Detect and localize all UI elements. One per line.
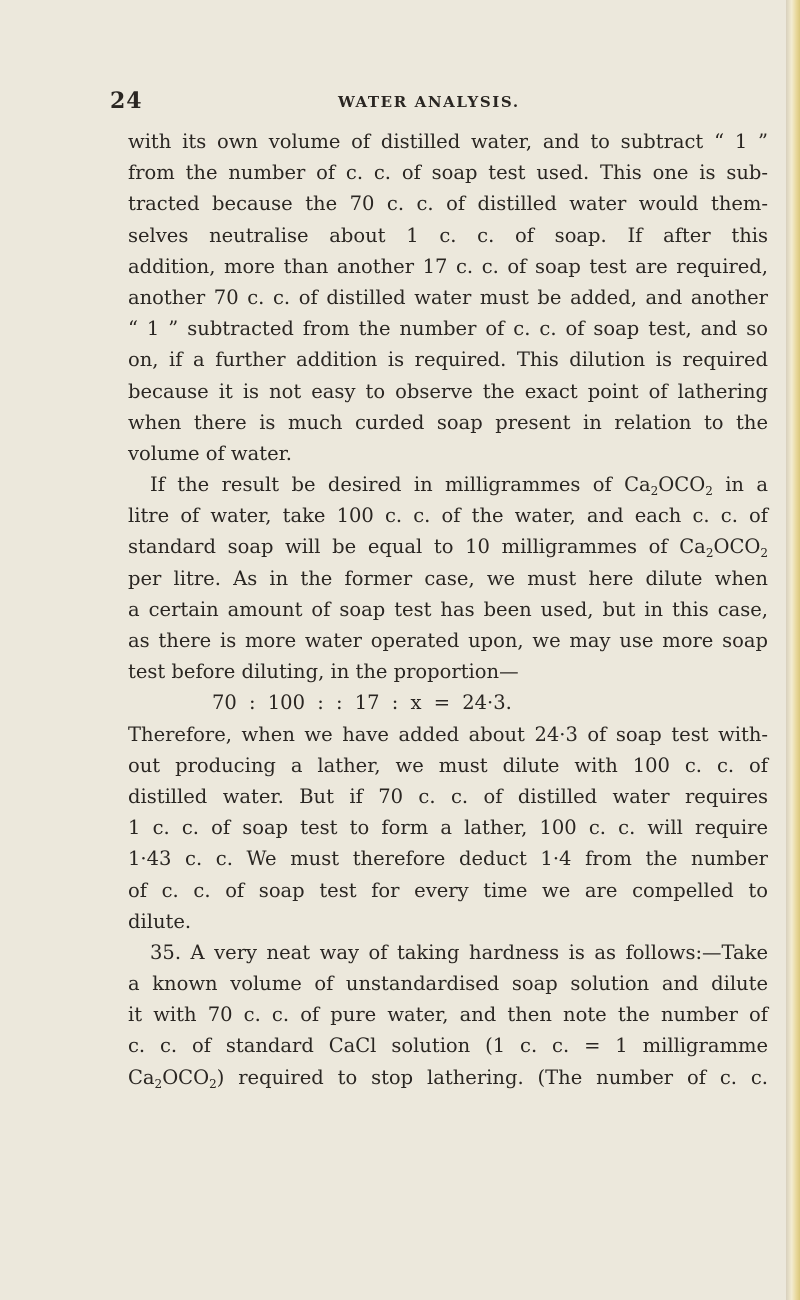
text-line: distilled water. But if 70 c. c. of distilled water requires — [128, 784, 768, 808]
running-title: WATER ANALYSIS. — [338, 93, 520, 111]
text-line: another 70 c. c. of distilled water must be added, and another — [128, 285, 768, 309]
text-line: test before diluting, in the proportion— — [128, 660, 519, 684]
text-line: on, if a further addition is required. This dilution is required — [128, 348, 768, 372]
text-line: out producing a lather, we must dilute with 100 c. c. of — [128, 753, 768, 777]
page-edge — [786, 0, 800, 1300]
text-line: it with 70 c. c. of pure water, and then note the number of — [128, 1003, 768, 1027]
text-line: c. c. of standard CaCl solution (1 c. c. = 1 milligramme — [128, 1034, 768, 1058]
running-head — [0, 88, 786, 118]
text-line: from the number of c. c. of soap test used. This one is sub- — [128, 161, 768, 185]
text-line: litre of water, take 100 c. c. of the water, and each c. c. of — [128, 504, 768, 528]
text-line: dilute. — [128, 909, 192, 933]
text-line: volume of water. — [128, 441, 293, 465]
body-text — [128, 126, 768, 1093]
text-line: with its own volume of distilled water, and to subtract “ 1 ” — [128, 130, 768, 153]
text-line: because it is not easy to observe the exact point of lathering — [128, 379, 768, 403]
text-line: If the result be desired in milligrammes of $Ca_2OCO_2$ in a — [150, 473, 768, 499]
text-line: tracted because the 70 c. c. of distilled water would them- — [128, 192, 768, 216]
text-line: “ 1 ” subtracted from the number of c. c. of soap test, and so — [128, 317, 768, 341]
text-line: per litre. As in the former case, we must here dilute when — [128, 566, 768, 590]
text-line: standard soap will be equal to 10 milligrammes of $Ca_2OCO_2$ — [128, 535, 768, 561]
page-number: 24 — [110, 88, 143, 114]
text-line: $Ca_2OCO_2$) required to stop lathering. (The number of c. c. — [128, 1065, 768, 1091]
text-line: Therefore, when we have added about 24·3 of soap test with- — [128, 722, 768, 746]
text-line: selves neutralise about 1 c. c. of soap. If after this — [128, 223, 768, 247]
text-line: a certain amount of soap test has been used, but in this case, — [128, 597, 768, 621]
text-line: of c. c. of soap test for every time we are compelled to — [128, 878, 768, 902]
text-line: when there is much curded soap present in relation to the — [128, 410, 768, 434]
text-line: 1 c. c. of soap test to form a lather, 100 c. c. will require — [128, 816, 768, 840]
text-line: addition, more than another 17 c. c. of soap test are required, — [128, 254, 768, 278]
proportion-equation: 70 : 100 : : 17 : x = 24·3. — [212, 691, 512, 715]
text-line: 1·43 c. c. We must therefore deduct 1·4 from the number — [128, 847, 768, 871]
text-line: 35. A very neat way of taking hardness is as follows:—Take — [150, 940, 768, 964]
text-line: a known volume of unstandardised soap solution and dilute — [128, 972, 768, 996]
text-line: as there is more water operated upon, we may use more soap — [128, 629, 768, 652]
